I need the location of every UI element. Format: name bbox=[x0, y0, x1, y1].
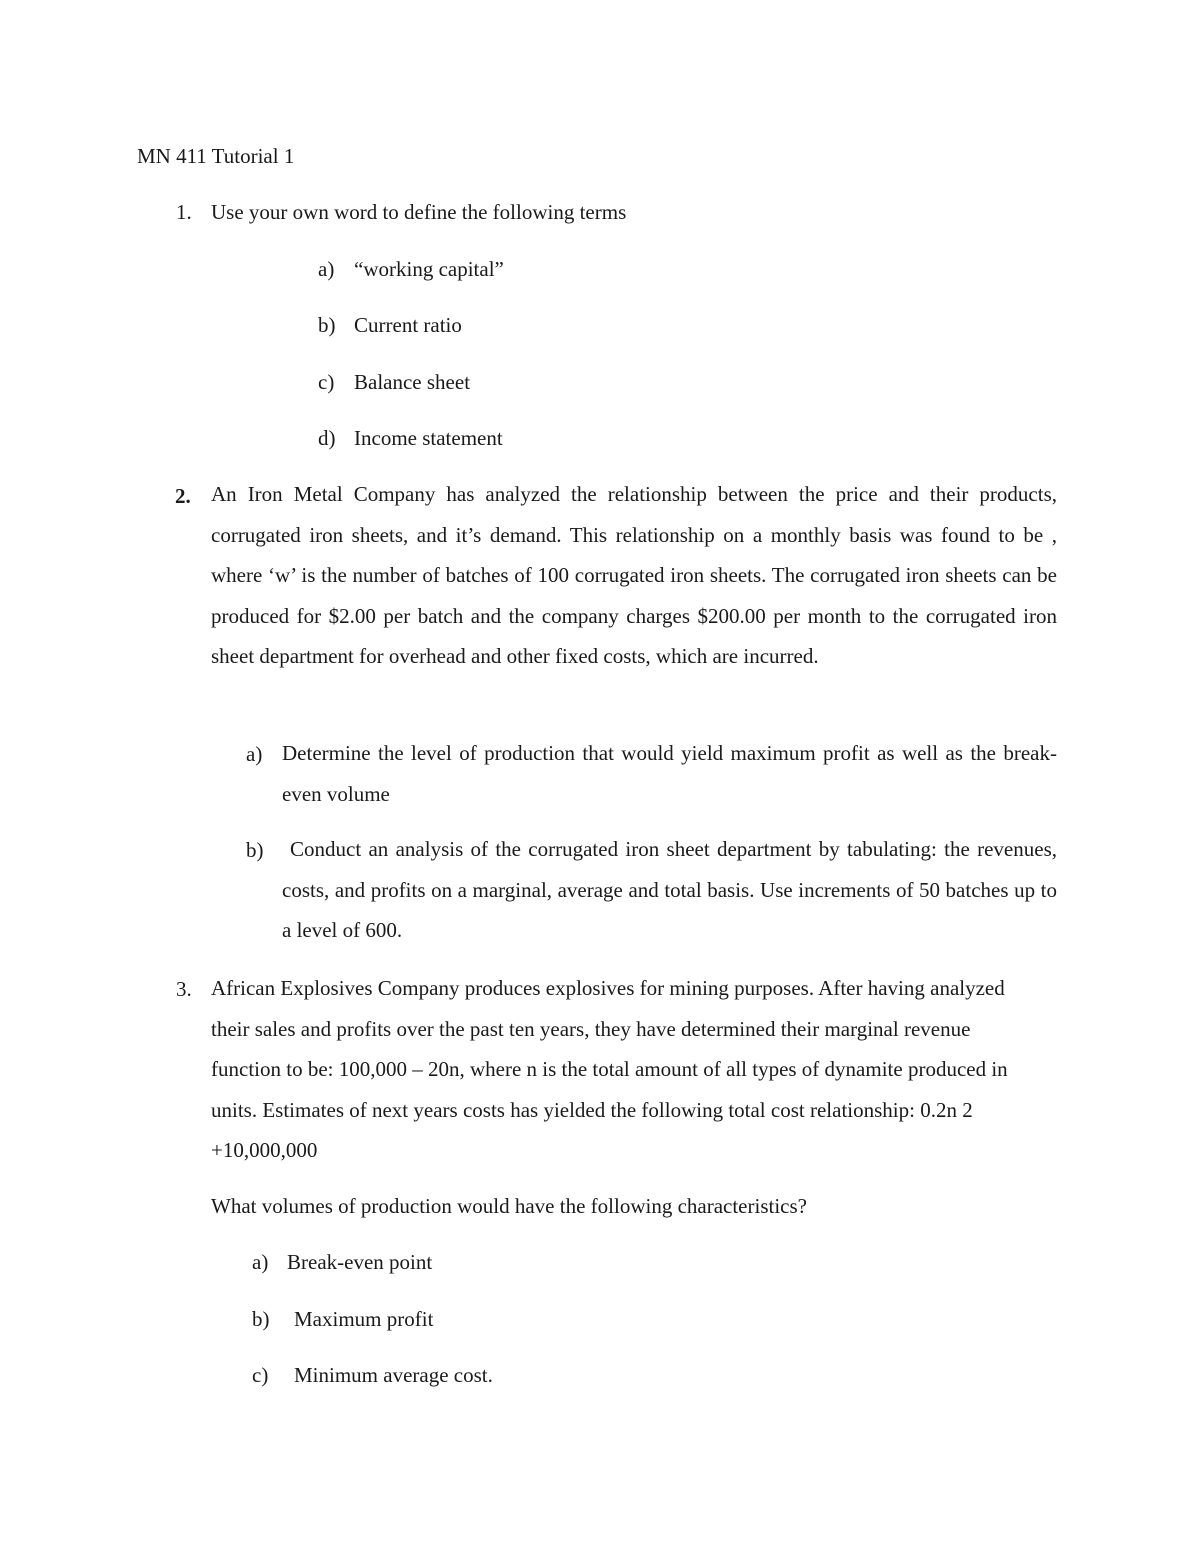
q1-text: Use your own word to define the following terms bbox=[211, 200, 627, 224]
q3-item-b-text: Maximum profit bbox=[294, 1307, 434, 1331]
q1-item-d-marker: d) bbox=[318, 426, 336, 450]
q1-item-b-text: Current ratio bbox=[354, 313, 462, 337]
q1-item-c-marker: c) bbox=[318, 370, 335, 394]
q2-item-a-marker: a) bbox=[246, 742, 263, 766]
q2-text: An Iron Metal Company has analyzed the relationship between the price and their products, corrugated iron sheets, and it’s demand. This relationship on a monthly basis was found to be , where ‘w’ is the number of batches of 100 corrugated iron sheets. The corrugated iron sheets can be produced for $2.00 per batch and the company charges $200.00 per month to the corrugated iron sheet department for overhead and other fixed costs, which are incurred. bbox=[211, 482, 1057, 669]
q1-item-c-text: Balance sheet bbox=[354, 370, 471, 394]
q3-item-b-marker: b) bbox=[252, 1307, 270, 1331]
q1-item-b-marker: b) bbox=[318, 313, 336, 337]
q2-item-b-text: Conduct an analysis of the corrugated iron sheet department by tabulating: the revenues, costs, and profits on a marginal, average and total basis. Use increments of 50 batches up to a level of 600. bbox=[282, 837, 1057, 943]
q1-item-a-marker: a) bbox=[318, 257, 335, 281]
q3-item-a-text: Break-even point bbox=[287, 1250, 433, 1274]
document-title: MN 411 Tutorial 1 bbox=[137, 144, 295, 168]
q3-item-c-marker: c) bbox=[252, 1363, 269, 1387]
q2-item-a-text: Determine the level of production that would yield maximum profit as well as the break-even volume bbox=[282, 741, 1057, 806]
q3-item-a-marker: a) bbox=[252, 1250, 269, 1274]
q1-item-d-text: Income statement bbox=[354, 426, 503, 450]
q3-question: What volumes of production would have the following characteristics? bbox=[211, 1194, 807, 1218]
q2-number: 2. bbox=[175, 484, 191, 508]
q3-item-c-text: Minimum average cost. bbox=[294, 1363, 493, 1387]
q2-item-b-marker: b) bbox=[246, 838, 264, 862]
q1-number: 1. bbox=[176, 200, 192, 224]
q3-text: African Explosives Company produces explosives for mining purposes. After having analyzed their sales and profits over the past ten years, they have determined their marginal revenue function to be: 100,000 – 20n, where n is the total amount of all types of dynamite produced in units. Estimates of next years costs has yielded the following total cost relationship: 0.2n 2 +10,000,000 bbox=[211, 976, 1008, 1163]
q1-item-a-text: “working capital” bbox=[354, 257, 504, 281]
q3-number: 3. bbox=[176, 977, 192, 1001]
